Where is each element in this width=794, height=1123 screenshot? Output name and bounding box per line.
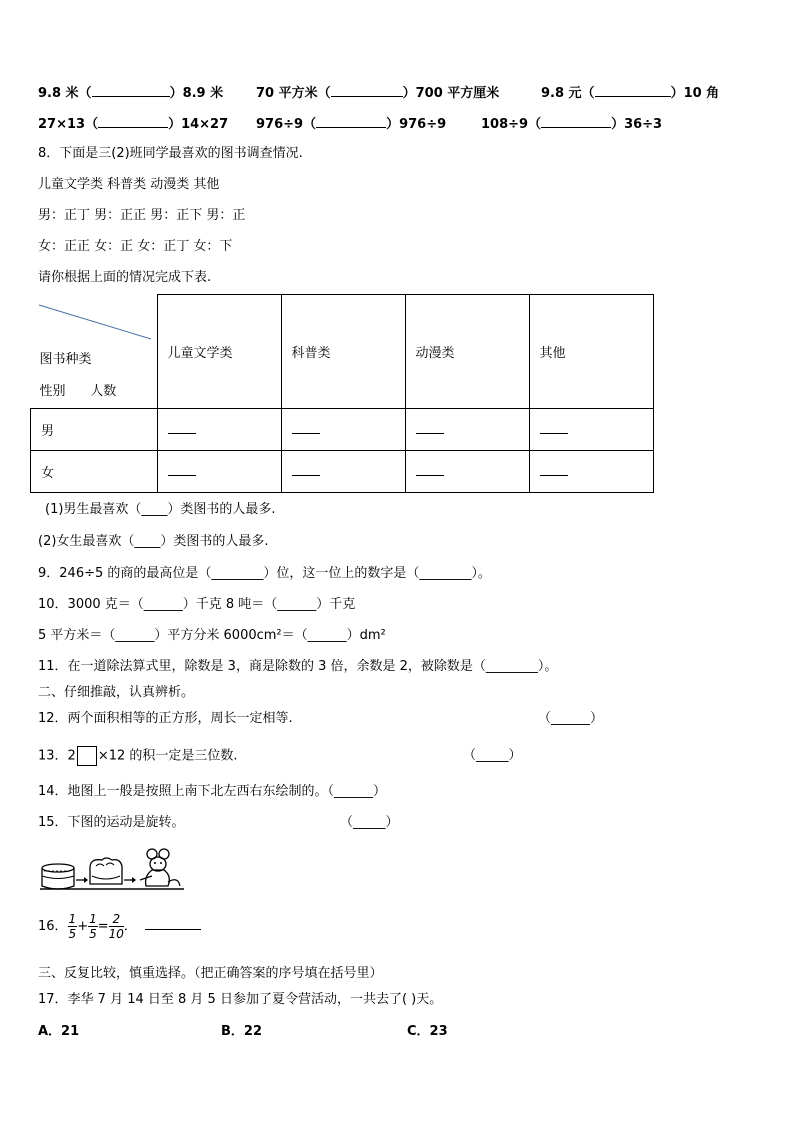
q8-title: 8．下面是三(2)班同学最喜欢的图书调查情况. xyxy=(38,146,303,161)
q17: 17．李华 7 月 14 日至 8 月 5 日参加了夏令营活动，一共去了( )天。 xyxy=(38,992,443,1007)
compare-row-2b: 976÷9（ ）976÷9 xyxy=(256,117,447,132)
compare-row-1b: 70 平方米（ ）700 平方厘米 xyxy=(256,86,500,101)
q13: 13．2 ×12 的积一定是三位数. xyxy=(38,746,238,766)
diag-top-label: 图书种类 xyxy=(39,351,92,367)
header-other: 其他 xyxy=(529,295,653,409)
q14: 14．地图上一般是按照上南下北左西右东绘制的。（______） xyxy=(38,784,387,799)
answer-blank[interactable] xyxy=(292,421,320,434)
answer-blank[interactable] xyxy=(541,115,611,128)
header-comics: 动漫类 xyxy=(405,295,529,409)
answer-blank[interactable] xyxy=(540,421,568,434)
answer-blank[interactable] xyxy=(416,421,444,434)
answer-blank[interactable] xyxy=(416,463,444,476)
bread-icon xyxy=(90,858,122,884)
compare-row-1: 9.8 米（ ）8.9 米 xyxy=(38,86,224,101)
row-label-girls: 女 xyxy=(31,451,158,493)
q10b: 5 平方米＝（______）平方分米 6000cm²＝（______）dm² xyxy=(38,628,386,643)
diagonal-header-cell xyxy=(31,295,158,409)
q13-paren[interactable]: （_____） xyxy=(463,748,522,763)
fraction-1: $\frac{1}{5}$ xyxy=(68,912,77,941)
q9: 9．246÷5 的商的最高位是（________）位，这一位上的数字是（________）。 xyxy=(38,566,491,581)
row-label-boys: 男 xyxy=(31,409,158,451)
answer-blank[interactable] xyxy=(292,463,320,476)
q15-paren[interactable]: （_____） xyxy=(340,815,399,830)
rotation-illustration xyxy=(40,846,186,892)
section-2-heading: 二、仔细推敲，认真辨析。 xyxy=(38,685,195,700)
answer-blank[interactable] xyxy=(145,917,201,930)
q8-categories: 儿童文学类 科普类 动漫类 其他 xyxy=(38,177,220,192)
header-children-lit: 儿童文学类 xyxy=(157,295,281,409)
compare-row-2: 27×13（ ）14×27 xyxy=(38,117,229,132)
q12: 12．两个面积相等的正方形，周长一定相等. xyxy=(38,711,293,726)
q16: 16． $\frac{1}{5}$ + $\frac{1}{5}$ = $\frac{2}{10}$ ． xyxy=(38,912,201,942)
fraction-3: $\frac{2}{10}$ xyxy=(108,912,124,941)
answer-blank[interactable] xyxy=(595,84,671,97)
answer-blank[interactable] xyxy=(316,115,386,128)
q8-girls-tally: 女：正正 女：正 女：正丁 女：下 xyxy=(38,239,233,254)
q17-option-c[interactable]: C．23 xyxy=(407,1024,448,1039)
q11: 11．在一道除法算式里，除数是 3，商是除数的 3 倍，余数是 2，被除数是（________）。 xyxy=(38,659,558,674)
section-3-heading: 三、反复比较，慎重选择。（把正确答案的序号填在括号里） xyxy=(38,966,383,981)
q8-sub1: (1)男生最喜欢（____）类图书的人最多. xyxy=(45,502,276,517)
q10a: 10．3000 克＝（______）千克 8 吨＝（______）千克 xyxy=(38,597,356,612)
q17-option-b[interactable]: B．22 xyxy=(221,1024,262,1039)
q17-option-a[interactable]: A．21 xyxy=(38,1024,80,1039)
compare-row-1c: 9.8 元（ ）10 角 xyxy=(541,86,720,101)
q15: 15．下图的运动是旋转。 xyxy=(38,815,185,830)
compare-row-2c: 108÷9（ ）36÷3 xyxy=(481,117,663,132)
q8-instruction: 请你根据上面的情况完成下表. xyxy=(38,270,212,285)
diag-bottom-label: 性别 人数 xyxy=(39,383,117,399)
q8-sub2: (2)女生最喜欢（____）类图书的人最多. xyxy=(38,534,269,549)
fill-box[interactable] xyxy=(77,746,97,766)
answer-blank[interactable] xyxy=(92,84,170,97)
answer-blank[interactable] xyxy=(331,84,403,97)
survey-table xyxy=(30,294,654,493)
fraction-2: $\frac{1}{5}$ xyxy=(89,912,97,941)
header-science: 科普类 xyxy=(281,295,405,409)
q8-boys-tally: 男：正丁 男：正正 男：正下 男：正 xyxy=(38,208,246,223)
answer-blank[interactable] xyxy=(168,421,196,434)
q12-paren[interactable]: （______） xyxy=(538,711,604,726)
answer-blank[interactable] xyxy=(540,463,568,476)
answer-blank[interactable] xyxy=(98,115,168,128)
answer-blank[interactable] xyxy=(168,463,196,476)
